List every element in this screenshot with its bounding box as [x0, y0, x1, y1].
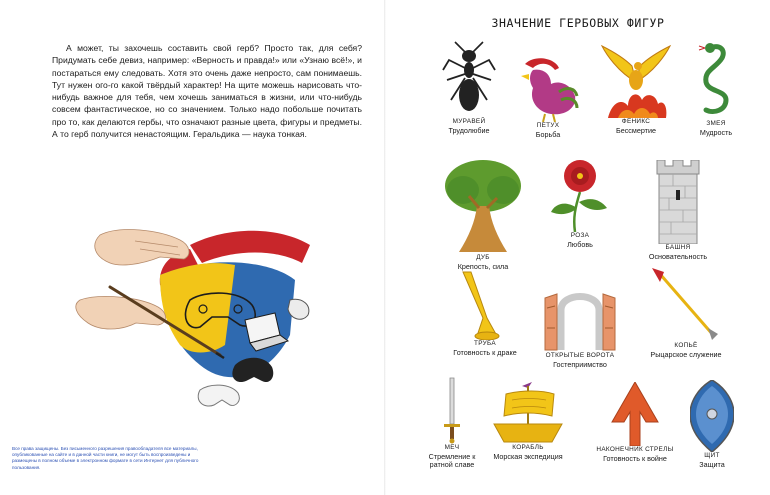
oak-meaning: Крепость, сила: [457, 261, 509, 271]
spear-icon: [646, 268, 726, 342]
ant-name: МУРАВЕЙ: [452, 118, 486, 125]
open-gates-icon: [543, 284, 617, 352]
ship-meaning: Морская экспедиция: [493, 451, 563, 461]
figure-trumpet: [440, 270, 530, 357]
arrowhead-icon: [610, 382, 660, 446]
figure-gates: [540, 284, 620, 369]
gates-meaning: Гостеприимство: [553, 359, 607, 369]
arrowhead-name: НАКОНЕЧНИК СТРЕЛЫ: [596, 446, 674, 453]
snake-meaning: Мудрость: [699, 127, 733, 137]
figure-oak: [438, 156, 528, 271]
phoenix-meaning: Бессмертие: [616, 125, 656, 135]
intro-paragraph: А может, ты захочешь составить свой герб? Просто так, для себя? Придумать себе девиз, например: «Верность и правда!» или «Узнаю всё!», и постараться ему следовать. Хотя это очень даже непросто, сам понимаешь. Тут нужен ого-го какой твёрдый характер! На щите можешь нарисовать что-нибудь важное для тебя, чем хочешь заниматься в жизни, или что-нибудь совсем фантастическое, но со значением. Только надо побольше почитать про то, как делаются гербы, что означают разные цвета, фигуры и предметы. А то герб получится ненастоящим. Геральдика — наука тонкая.: [52, 43, 362, 140]
ant-icon: [441, 40, 497, 118]
figure-snake: [686, 40, 746, 137]
snake-icon: [696, 40, 736, 120]
ship-name: КОРАБЛЬ: [512, 444, 544, 451]
figure-phoenix: [594, 42, 678, 135]
page-heading: ЗНАЧЕНИЕ ГЕРБОВЫХ ФИГУР: [491, 16, 665, 30]
copyright-notice: Все права защищены. Без письменного разрешения правообладателя все материалы, опубликованные на сайте и в данной части книги, не могут быть воспроизведены и размещены в полном объеме в электронном формате в сети Интернет для публичного пользования.: [12, 446, 199, 470]
tower-meaning: Основательность: [648, 251, 708, 261]
page-gutter: [384, 0, 386, 495]
figure-rooster: [510, 52, 586, 139]
phoenix-icon: [598, 42, 674, 118]
sword-name: МЕЧ: [444, 444, 460, 451]
rooster-name: ПЕТУХ: [536, 122, 560, 129]
rooster-meaning: Борьба: [535, 129, 561, 139]
figure-sword: [422, 374, 482, 470]
spear-name: КОПЬЁ: [674, 342, 698, 349]
figure-ship: [486, 382, 570, 461]
rooster-icon: [515, 52, 581, 122]
hands-drawing-coat-of-arms-illustration: [40, 205, 370, 435]
rose-meaning: Любовь: [567, 239, 593, 249]
figure-tower: [636, 160, 720, 261]
shield-icon: [690, 380, 734, 452]
trumpet-name: ТРУБА: [474, 340, 496, 347]
sword-icon: [442, 374, 462, 444]
figure-spear: [636, 268, 736, 359]
figure-ant: [436, 40, 502, 135]
tower-name: БАШНЯ: [665, 244, 691, 251]
figure-shield: [684, 380, 740, 469]
ant-meaning: Трудолюбие: [448, 125, 490, 135]
phoenix-name: ФЕНИКС: [621, 118, 651, 125]
trumpet-icon: [457, 270, 513, 340]
ship-icon: [492, 382, 564, 444]
tower-icon: [653, 160, 703, 244]
spear-meaning: Рыцарское служение: [650, 349, 722, 359]
trumpet-meaning: Готовность к драке: [453, 347, 517, 357]
figure-arrowhead: [588, 382, 682, 463]
figure-rose: [540, 158, 620, 249]
arrowhead-meaning: Готовность к войне: [603, 453, 667, 463]
oak-name: ДУБ: [476, 254, 490, 261]
shield-meaning: Защита: [699, 459, 725, 469]
rose-icon: [545, 158, 615, 232]
oak-icon: [439, 156, 527, 254]
gates-name: ОТКРЫТЫЕ ВОРОТА: [545, 352, 615, 359]
shield-name: ЩИТ: [704, 452, 720, 459]
rose-name: РОЗА: [570, 232, 590, 239]
sword-meaning: Стремление к ратной славе: [428, 451, 476, 470]
left-page-text: [52, 42, 362, 140]
snake-name: ЗМЕЯ: [706, 120, 726, 127]
